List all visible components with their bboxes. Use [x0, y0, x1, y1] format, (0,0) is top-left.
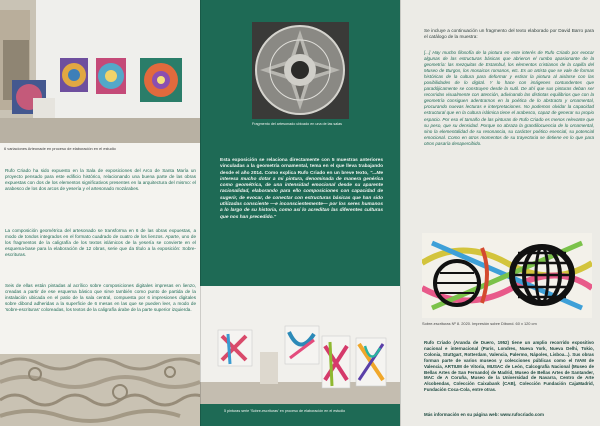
artist-bio: Rufo Criado (Aranda de Duero, 1952) tiene un amplio recorrido expositivo nacional e internacional (París, Londres, Nueva York, Nueva Delhi, Tokio, Colonia, Stuttgart, Rotterdam, Valencia, Palermo, Nápoles, Lisboa...). Sus obras forman parte de varios museos y colecciones públicas como el IVAM de Valencia, ARTIUM de Vitoria, MUSAC de León, Calcografía Nacional (Museo de Bellas Artes de San Fernando) de Madrid, Museo de Bellas Artes de Santander, MAC de A Coruña, Museo de la Universidad de Navarra, Centro de Arte Alcobendas, Colección Caixabank (CAB), Colección Fundación CajaMadrid, Fundación Coca-Cola, entre otras. — [424, 340, 594, 393]
left-paragraph-2: La composición geométrica del artesonado se transforma en 6 de las obras expuestas, a modo de tondos integrados en el formato cuadrado de cuatro de los lienzos. Aparte, uno de los fragmentos de la caligrafía de los textos islámicos de la yesería se convierte en el esquema-base para la elaboración de 12 obras, serie que da título a la exposición: Sobre-escrituras. — [5, 228, 196, 258]
right-intro: Se incluye a continuación un fragmento del texto elaborado por David Barro para el catálogo de la muestra: — [424, 28, 594, 40]
paintings-photo — [200, 286, 400, 404]
fold-line-right — [400, 0, 401, 426]
paintings-caption: 5 pinturas serie 'Sobre-escrituras' en proceso de elaboración en el estudio — [224, 409, 346, 413]
left-panel — [0, 0, 200, 426]
right-panel — [400, 0, 600, 426]
left-paragraph-3: Seis de ellas están pintadas al acrílico sobre composiciones digitales impresas en lienzo, creadas a partir de ese esquema básico que sirve también como punto de partida de la instalación ubicada en el patio de la sala central, compuesta por 6 impresiones digitales sobre dibond adheridas a la superficie de 6 mesas en las que se pueden leer, a modo de 'sobre-escrituras' coloreadas, los textos de la caligrafía árabe de la parte superior izquierda. — [5, 283, 196, 313]
mid-quote: "...Me interesa mucho dotar a mi pintura, denominada de manera genérica como geométrica, de una intensidad emocional desde su aparente racionalidad, elaborando para ello composiciones con capacidad de sugerir, de evocar, de conectar con estructuras básicas que han sido utilizadas consciente —e inconscientemente— por los seres humanos a lo largo de su historia, como así lo acreditan las diferentes culturas que nos han precedido." — [220, 170, 383, 220]
studio-photo — [0, 0, 200, 143]
plaster-calligraphy-photo — [0, 354, 200, 426]
fold-line-left — [200, 0, 201, 426]
barro-quote: [...] Hay mucho filosofía de la pintura en este interés de Rufo Criado por evocar algunas de las estructuras básicas que abrieron el rumbo apasionante de la geometría: las mezquitas de Estambul, los elementos cristianos de la capilla del Museo de Burgos, los mosaicos romanos, etc. Es un artista que se vale de formas históricas de la cultura para deformar y estirar la pintura al aislarse con las posibilidades de lo digital. Y lo hace con imágenes contundentes que paradójicamente se construyen desde la sutil. De ahí que sus pinturas deban ser recorridas visualmente con atención, adivinando las distintas equilibrios que con la geometría consiguen adentrarnos en la poética de lo abstracto y ornamental, procurando nuevas lecturas e interpretaciones. No podemos olvidar la capacidad estructural que en la cultura islámica tiene el arabesco, capaz de generar su propio espacio. Por eso el tamaño de las pinturas de Rufo Criado es menos relevante que su peso, que su densidad. Porque no abraza la grandilocuencia de lo ornamental, sino la elementalidad de su resonancia, su carácter poético esencial, su potencial emocional. Como en otros momentos de su trayectoria se detiene en lo que para otros pasaría desapercibido. — [424, 50, 594, 146]
left-paragraph-1: Rufo Criado ha sido expuesto en la Sala de exposiciones del Arco de Santa María un proyecto pensado para este edificio histórico, relacionando una buena parte de las obras expuestas con dos de los elementos significativos presentes en la arquitectura del mismo: el arabesco de los dos arcos de yesería y el artesonado mozárabes. — [5, 168, 196, 192]
artesonado-photo — [252, 22, 349, 119]
studio-photo-caption: 6 variaciones Arteonade en proceso de elaboración en el estudio — [4, 146, 116, 151]
artesonado-caption: Fragmento del artesonado ubicado en una de las salas — [252, 122, 342, 126]
sobre-escrituras-artwork — [422, 233, 592, 318]
mid-intro-text: Esta exposición se relaciona directamente con 5 muestras anteriores vinculadas a la geometría ornamental, tema en el que lleva trabajando desde el año 2014. Como explica Rufo Criado en un breve texto, — [220, 158, 383, 176]
artwork-caption: Sobre-escrituras Nº 8. 2020. Impresión sobre Dibond. 60 x 120 cm — [422, 321, 537, 326]
middle-panel — [200, 0, 400, 426]
mid-intro — [220, 158, 383, 221]
artist-website[interactable]: Más información en su página web: www.rufocriado.com — [424, 412, 544, 417]
